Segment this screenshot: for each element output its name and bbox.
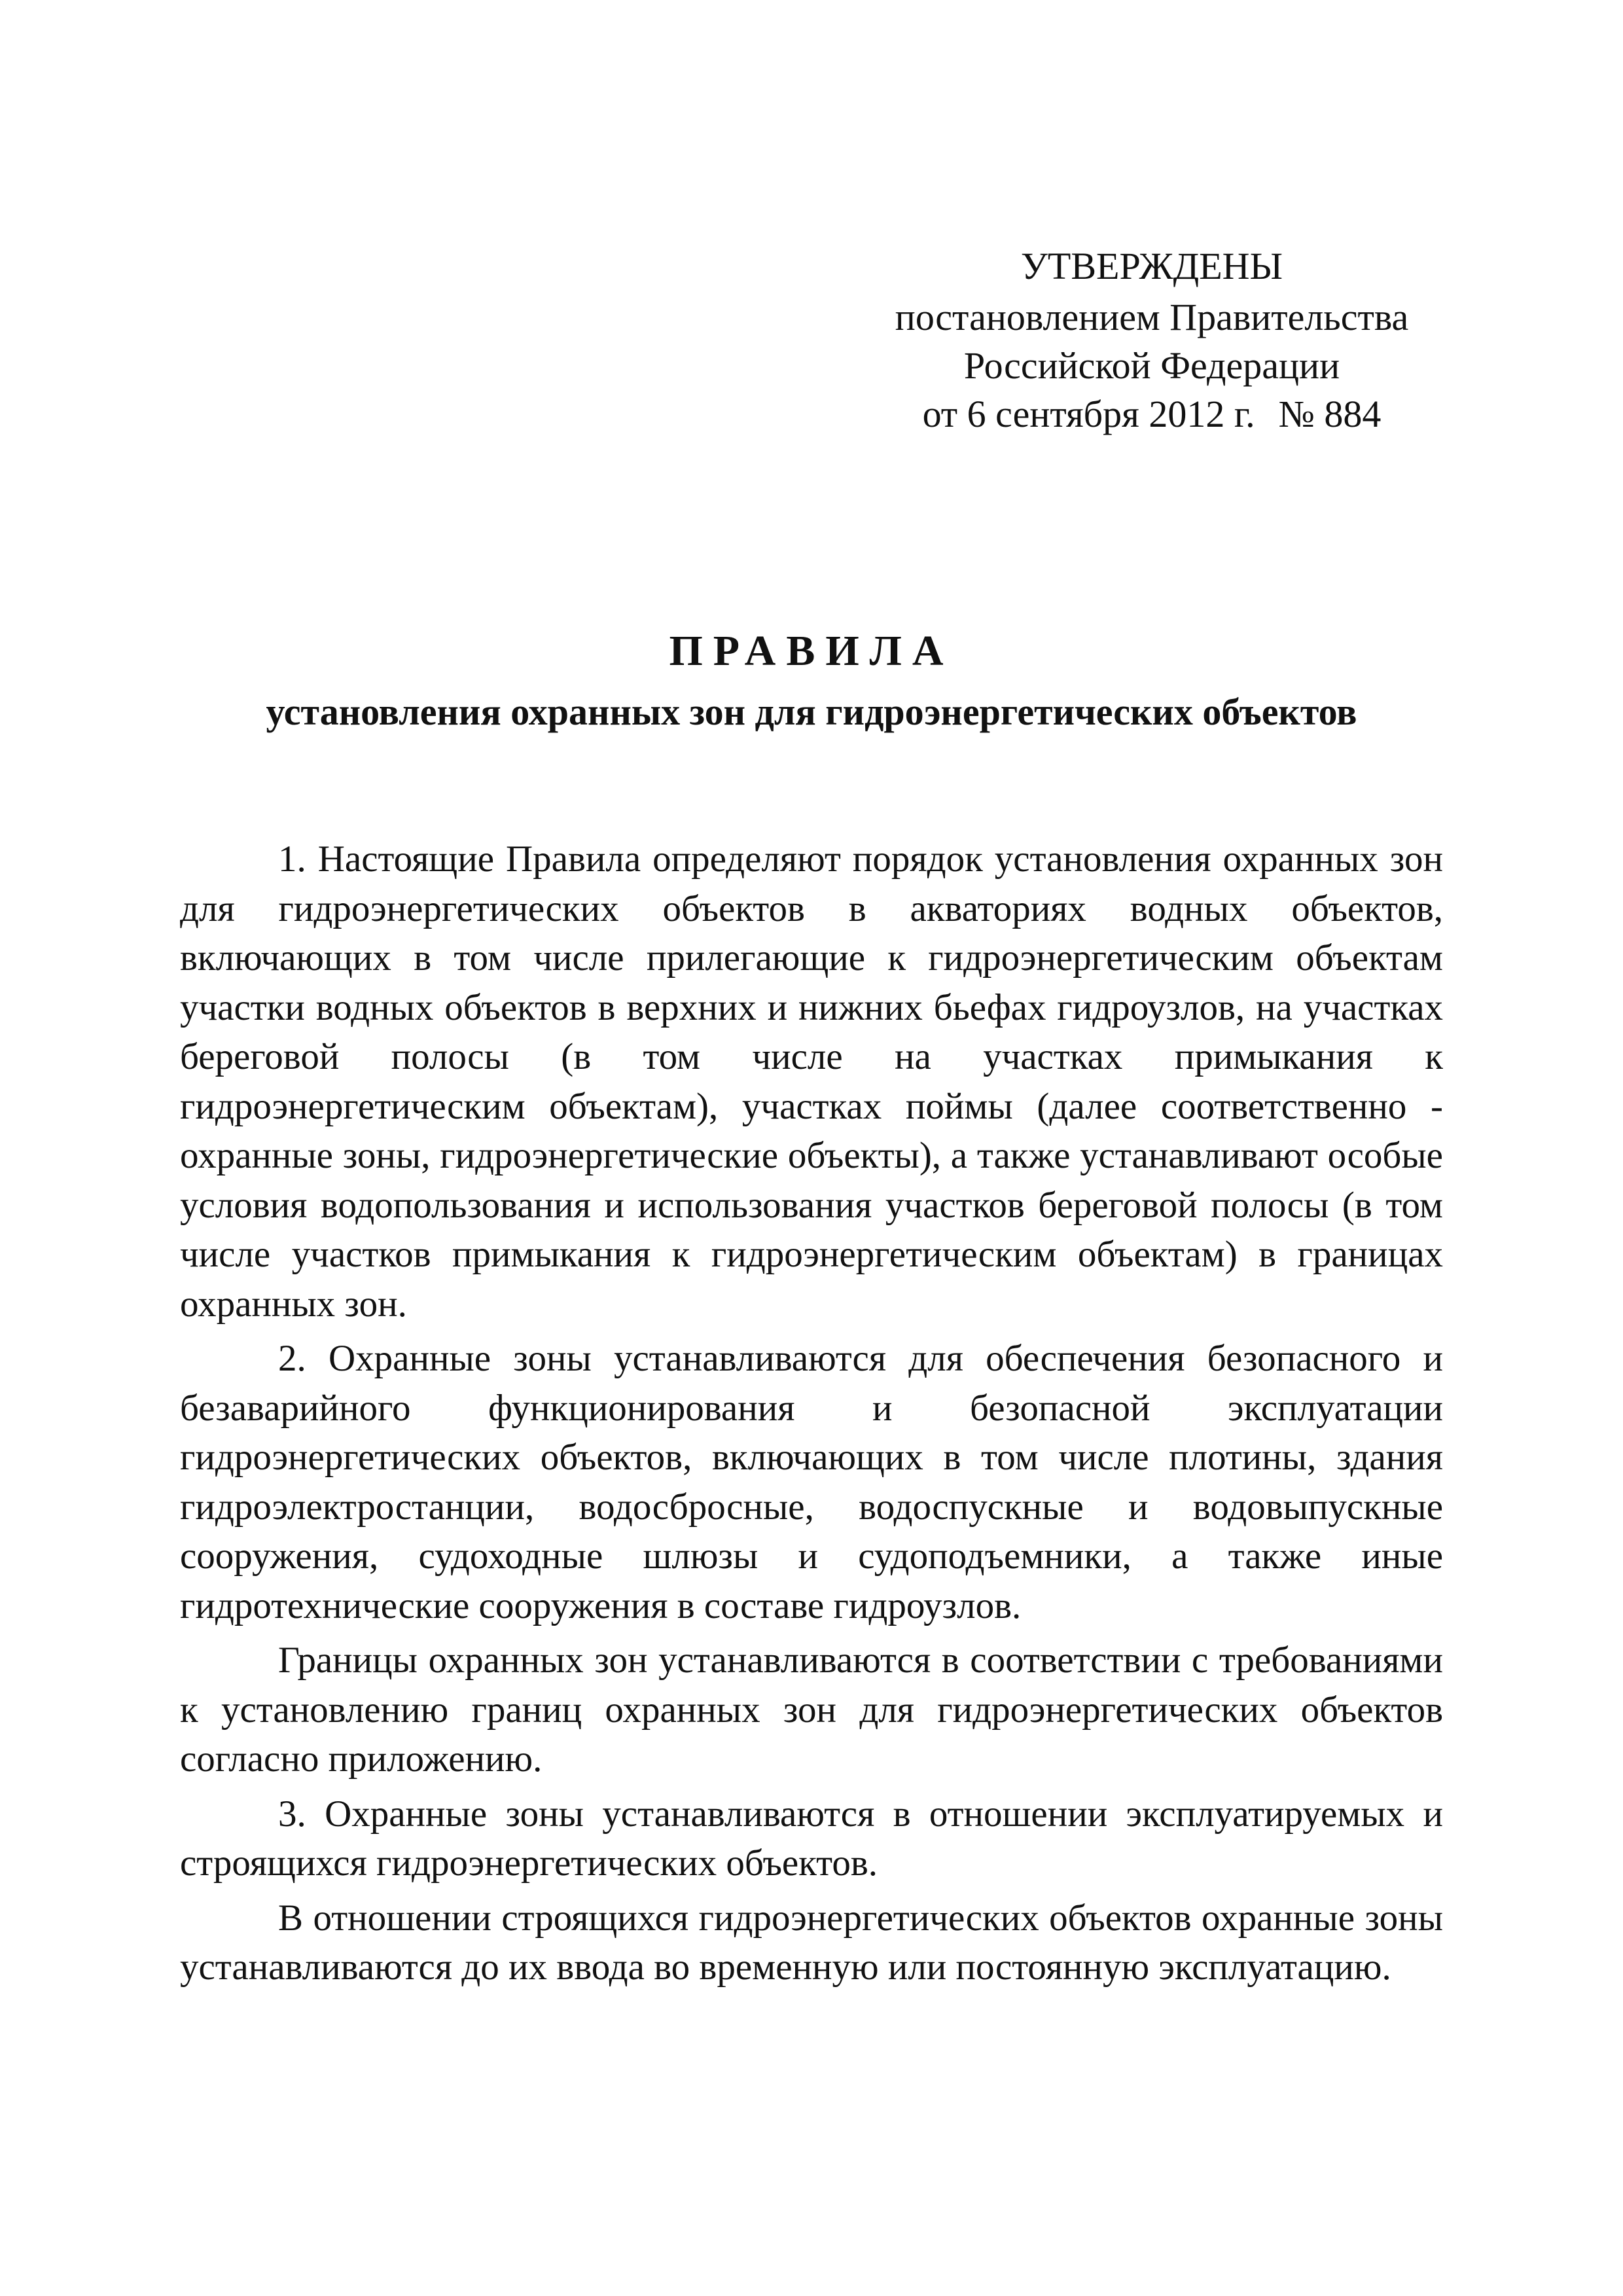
paragraph-4: 3. Охранные зоны устанавливаются в отношении эксплуатируемых и строящихся гидроэнергетических объектов. [180,1793,1443,1884]
approval-issuer-line-2: Российской Федерации [963,344,1340,387]
document-subtitle: установления охранных зон для гидроэнергетических объектов [266,691,1357,733]
approval-issuer-line-1: постановлением Правительства [895,296,1409,338]
document-title: ПРАВИЛА [669,627,954,675]
approval-date-line [857,390,1446,439]
paragraph-3: Границы охранных зон устанавливаются в соответствии с требованиями к установлению границ охранных зон для гидроэнергетических объектов согласно приложению. [180,1640,1443,1780]
paragraph-1: 1. Настоящие Правила определяют порядок установления охранных зон для гидроэнергетических объектов в акваториях водных объектов, включающих в том числе прилегающие к гидроэнергетическим объектам участки водных объектов в верхних и нижних бьефах гидроузлов, на участках береговой полосы (в том числе на участках примыкания к гидроэнергетическим объектам), участках поймы (далее соответственно - охранные зоны, гидроэнергетические объекты), а также устанавливают особые условия водопользования и использования участков береговой полосы (в том числе участков примыкания к гидроэнергетическим объектам) в границах охранных зон. [180,838,1443,1325]
approval-date: от 6 сентября 2012 г. [922,393,1255,435]
document-body [180,834,1443,1992]
approval-stamp-block [857,242,1446,439]
paragraph-5: В отношении строящихся гидроэнергетических объектов охранные зоны устанавливаются до их ввода во временную или постоянную эксплуатацию. [180,1897,1443,1988]
approval-title: УТВЕРЖДЕНЫ [1020,245,1283,287]
approval-number: № 884 [1278,393,1382,435]
paragraph-2: 2. Охранные зоны устанавливаются для обеспечения безопасного и безаварийного функционирования и безопасной эксплуатации гидроэнергетических объектов, включающих в том числе плотины, здания гидроэлектростанции, водосбросные, водоспускные и водовыпускные сооружения, судоходные шлюзы и судоподъемники, а также иные гидротехнические сооружения в составе гидроузлов. [180,1338,1443,1626]
